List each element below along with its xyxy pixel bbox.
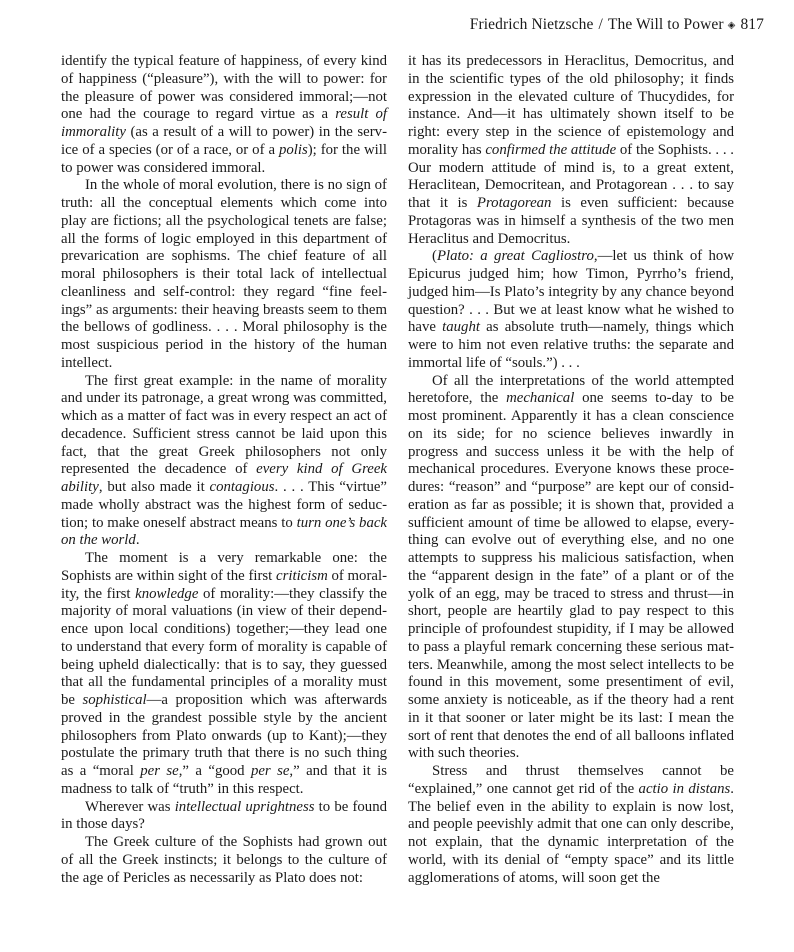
italic-run: actio in distans: [638, 780, 731, 797]
text-run: . . . . This “virtue” made wholly abstract was the highest form of seduction; to make oneself abstract means to: [61, 479, 387, 531]
text-run: .: [135, 532, 140, 549]
text-run: (: [432, 248, 437, 265]
header-separator: /: [598, 16, 603, 33]
text-run: ,—let us think of how Epicurus judged him; how Timon, Pyrrho’s friend, judged him—Is Plato’s integrity by any chance beyond question? . . . But we at least know what he wished to have: [408, 248, 735, 336]
text-run: to be found in those days?: [61, 798, 387, 833]
header-book-title: The Will to Power: [607, 16, 724, 33]
paragraph: The Greek culture of the Sophists had grown out of all the Greek instincts; it belongs to the culture of the age of Pericles as necessarily as Plato does not:: [61, 834, 387, 886]
diamond-ornament-icon: ◈: [727, 20, 736, 31]
header-author: Friedrich Nietzsche: [469, 16, 594, 33]
paragraph: [408, 248, 734, 372]
italic-run: per se: [250, 763, 290, 779]
paragraph: [408, 373, 734, 764]
paragraph: [61, 550, 387, 799]
paragraph: [61, 799, 387, 835]
italic-run: Plato: a great Cagliostro: [436, 248, 594, 265]
text-run: of the Sophists. . . . Our modern attitude of mind is, to a great extent, Heraclitean, Democritean, and Protagorean . . . to say that it is: [408, 141, 734, 211]
italic-run: result of immorality: [61, 106, 387, 140]
text-run: Of all the interpretations of the world attempted heretofore, the: [408, 372, 734, 407]
text-run: of morality, the first: [61, 567, 388, 602]
text-run: one seems to-day to be most prominent. Apparently it has a clean conscience on its side; for no science believes inwardly in progress and success unless it be with the help of mechanical procedures. Everyone knows these procedures: “reason” and “purpose” are kept our of consideration as far as possible; it is shown that, provided a sufficient amount of time be allowed to elapse, everything can evolve out of everything else, and no one attempts to suppress his malicious satisfaction, when the “apparent design in the fate” of a plant or of the yolk of an egg, may be traced to stress and thrust—in short, people are heartily glad to pay respect to this principle of profoundest stupidity, if I may be allowed to pass a playful remark concerning these serious matters. Meanwhile, among the most select intellects to be found in this movement, some presentiment of evil, some anxiety is noticeable, as if the theory had a rent in it that sooner or later might be its last: I mean the sort of rent that denotes the end of all balloons inflated with such theories.: [408, 390, 734, 762]
text-run: ,” a “good: [178, 763, 251, 779]
text-run: (as a result of a will to power) in the service of a species (or of a race, or of a: [61, 124, 387, 158]
text-run: . The belief even in the ability to explain is now lost, and people peevishly admit that one can only describe, not explain, that the dynamic interpretation of the world, with its denial of “empty space” and its little agglomerations of atoms, will soon get the: [408, 780, 734, 886]
text-run: is even sufficient: because Protagoras was in himself a synthesis of the two men Heraclitus and Democritus.: [408, 195, 734, 247]
paragraph: [408, 763, 734, 887]
italic-run: sophistical: [82, 692, 147, 708]
italic-run: turn one’s back on the world: [61, 514, 387, 549]
italic-run: Protagorean: [476, 195, 552, 211]
paragraph: [61, 373, 387, 551]
text-run: Wherever was: [85, 798, 175, 815]
text-run: —a proposition which was afterwards proved in the grandest possible style by the ancient philosophers from Plato onwards (up to Kant);—they postulate the primary truth that there is no such thing as a “moral: [61, 692, 387, 779]
italic-run: knowledge: [135, 585, 199, 602]
right-text-column: [408, 53, 734, 887]
left-text-column: [61, 53, 387, 887]
page-number: 817: [740, 16, 764, 33]
text-run: as absolute truth—namely, things which were to him not even relative truths: the separate and immortal life of “souls.”) . . .: [408, 319, 734, 371]
italic-run: contagious: [209, 479, 275, 495]
text-run: ,” and that it is madness to talk of “truth” in this respect.: [61, 763, 387, 797]
italic-run: mechanical: [506, 390, 575, 407]
text-run: it has its predecessors in Heraclitus, Democritus, and in the scientific types of the old philosophy; it finds expression in the elevated culture of Thucydides, for instance. And—it has ultimately shown itself to be right: every step in the science of epistemology and morality has: [408, 53, 734, 158]
paragraph: In the whole of moral evolution, there is no sign of truth: all the conceptual elements which come into play are fictions; all the psychological tenets are false; all the forms of logic employed in this department of prevarication are sophisms. The chief feature of all moral philosophers is their total lack of intellectual cleanliness and self-control: they regard “fine feelings” as arguments: their heaving breasts seem to them the bellows of godliness. . . . Moral philosophy is the most suspicious period in the history of the human intellect.: [61, 177, 387, 371]
text-run: Stress and thrust themselves cannot be “explained,” one cannot get rid of the: [408, 763, 734, 797]
italic-run: confirmed the attitude: [485, 141, 617, 158]
text-run: The first great example: in the name of morality and under its patronage, a great wrong was committed, which as a matter of fact was in every respect an act of decadence. Sufficient stress cannot be laid upon this fact, that the great Greek philosophers not only represented the decadence of: [61, 372, 387, 478]
text-run: of morality:—they classify the majority of moral valuations (in view of their dependence upon local conditions) together;—they lead one to understand that every form of morality is capable of being upheld dialectically: that is to say, they guessed that all the fundamental principles of a morality must be: [61, 585, 387, 708]
italic-run: criticism: [276, 567, 328, 584]
text-run: ); for the will to power was considered immoral.: [61, 141, 387, 176]
text-run: The moment is a very remarkable one: the Sophists are within sight of the first: [61, 550, 387, 584]
italic-run: polis: [278, 141, 308, 158]
text-run: identify the typical feature of happiness, of every kind of happiness (“pleasure”), with the will to power: for the pleasure of power was considered immoral;—not one had the courage to regard virtue as a: [61, 53, 387, 123]
italic-run: taught: [442, 319, 480, 336]
running-header: [470, 16, 764, 34]
italic-run: intellectual uprightness: [174, 798, 315, 815]
italic-run: per se: [140, 763, 179, 779]
text-run: , but also made it: [98, 479, 210, 495]
italic-run: every kind of Greek ability: [61, 461, 387, 495]
paragraph: [61, 53, 387, 177]
paragraph: [408, 53, 734, 248]
